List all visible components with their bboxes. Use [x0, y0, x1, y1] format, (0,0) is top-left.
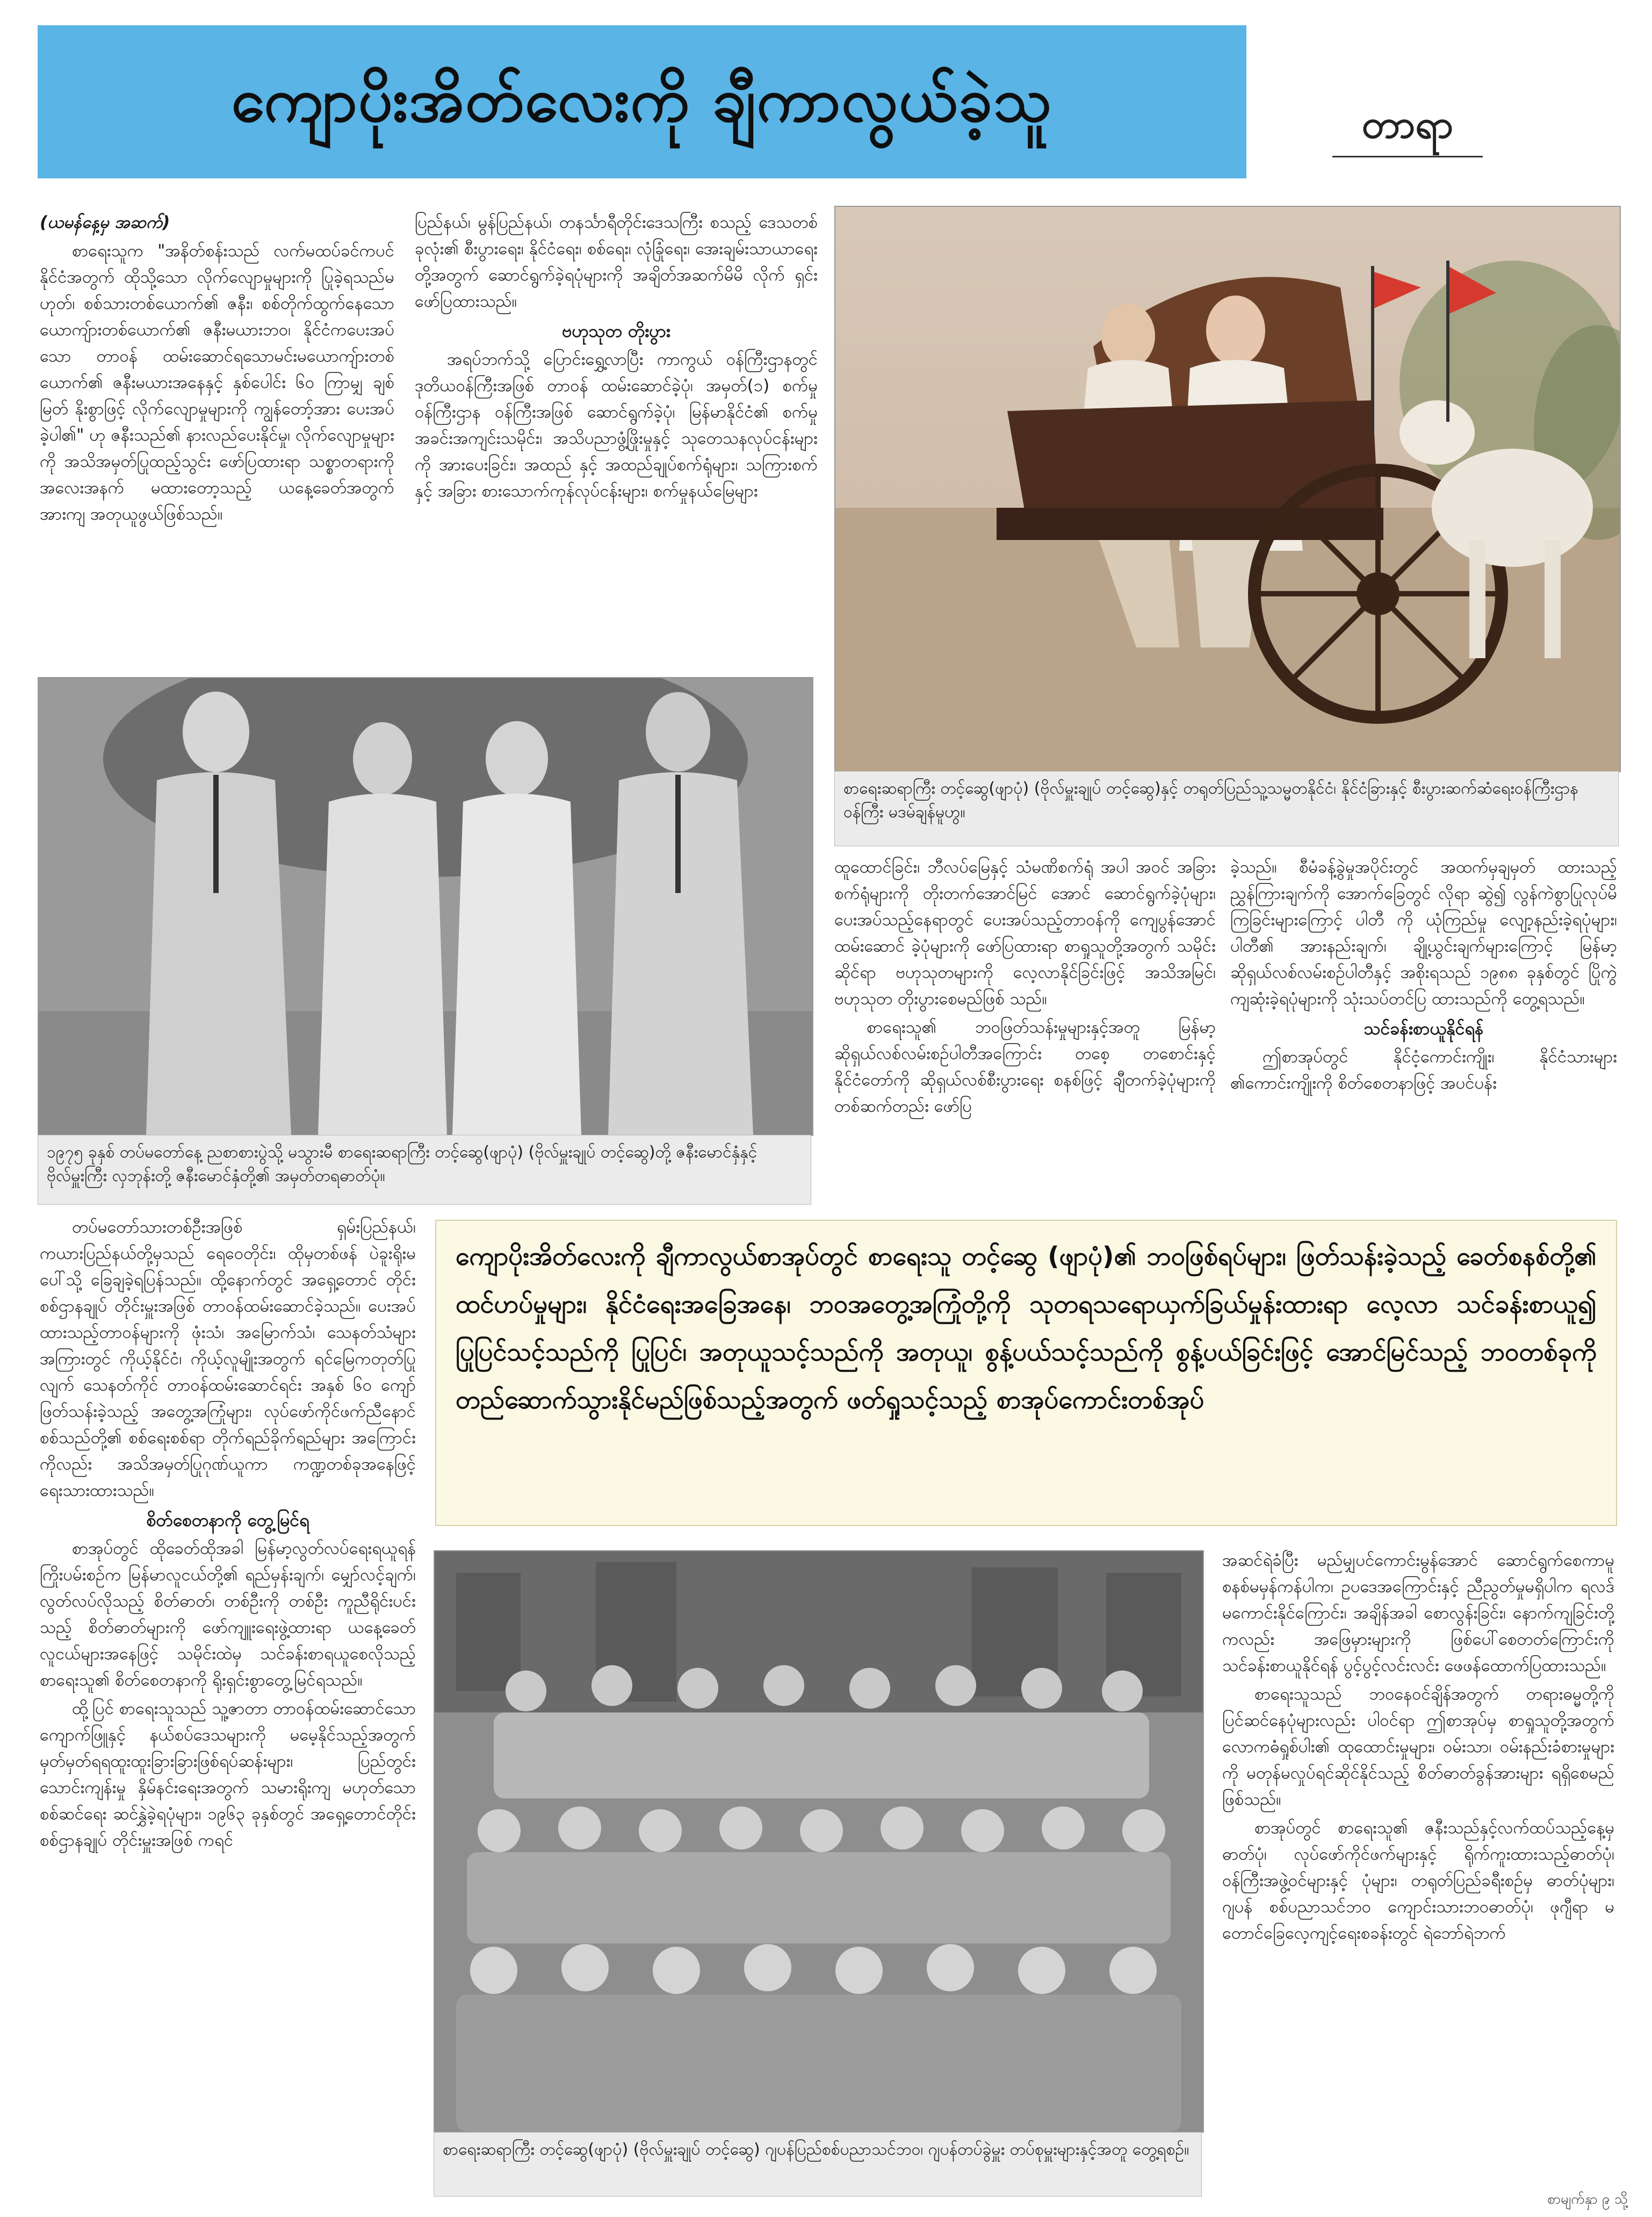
continuation-note: စာမျက်နှာ ၉ သို့ [1547, 2191, 1628, 2207]
paragraph: စာရေးသူက "အနိတ်စန်းသည် လက်မထပ်ခင်ကပင် နိုင်ငံအတွက် ထိုသို့သော လိုက်လျောမှုများကို ပြုခဲ့ရသည်မဟုတ်၊ စစ်သားတစ်ယောက်၏ ဇနီး၊ စစ်တိုက်ထွက်နေသော ယောကျ်ားတစ်ယောက်၏ ဇနီးမယားဘဝ၊ နိုင်ငံကပေးအပ်သော တာဝန် ထမ်းဆောင်ရသောမင်းမယောကျ်ားတစ်ယောက်၏ ဇနီးမယားအနေနှင့် နှစ်ပေါင်း ၆၀ ကြာမျှ ချစ်မြတ် နိုးစွာဖြင့် လိုက်လျောမှုများကို ကျွန်တော့်အား ပေးအပ်ခဲ့ပါ၏" ဟု ဇနီးသည်၏ နားလည်ပေးနိုင်မှု၊ လိုက်လျောမှုများကို အသိအမှတ်ပြုထည့်သွင်း ဖော်ပြထားရာ သစ္စာတရားကို အလေးအနက် မထားတော့သည့် ယနေ့ခေတ်အတွက် အားကျ အတုယူဖွယ်ဖြစ်သည်။ [40, 241, 394, 524]
paragraph: အဆင်ရဲခံပြီး မည်မျှပင်ကောင်းမွန်အောင် ဆောင်ရွက်စေကာမူ စနစ်မမှန်ကန်ပါက၊ ဥပဒေအကြောင်းနှင့် ညီညွတ်မှုမရှိပါက ရလဒ်မကောင်းနိုင်ကြောင်း၊ အချိန်အခါ စောလွန်းခြင်း၊ နောက်ကျခြင်းတို့ကလည်း အဖြေမှားများကို ဖြစ်ပေါ်စေတတ်ကြောင်းကို သင်ခန်းစာယူနိုင်ရန် ပွင့်ပွင့်လင်းလင်း ဖေဖန်ထောက်ပြထားသည်။ [1222, 1551, 1614, 1675]
column-6 [1222, 1547, 1614, 2182]
photo-bullock-cart [834, 206, 1621, 772]
four-persons-image [39, 678, 812, 1135]
paragraph: ဤစာအုပ်တွင် နိုင်ငံ့ကောင်းကျိုး၊ နိုင်ငံသားများ ၏ကောင်းကျိုးကို စိတ်စေတနာဖြင့် အပင်ပန်း [1230, 1047, 1617, 1093]
bullock-cart-image [835, 207, 1620, 771]
photo-four-persons [38, 677, 813, 1136]
column-2 [415, 210, 818, 661]
author-name: တာရာ [1361, 102, 1454, 147]
paragraph: အရပ်ဘက်သို့ ပြောင်းရွှေ့လာပြီး ကာကွယ် ဝန်ကြီးဌာနတွင် ဒုတိယဝန်ကြီးအဖြစ် တာဝန် ထမ်းဆောင်ခဲ့ပုံ၊ အမှတ်(၁) စက်မှုဝန်ကြီးဌာန ဝန်ကြီးအဖြစ် ဆောင်ရွက်ခဲ့ပုံ၊ မြန်မာနိုင်ငံ၏ စက်မှု အခင်းအကျင်းသမိုင်း၊ အသိပညာဖွံ့ဖြိုးမှုနှင့် သုတေသနလုပ်ငန်းများကို အားပေးခြင်း၊ အထည် နှင့် အထည်ချုပ်စက်ရုံများ၊ သကြားစက်နှင့် အခြား စားသောက်ကုန်လုပ်ငန်းများ၊ စက်မှုနယ်မြေများ [415, 350, 818, 501]
paragraph: စာရေးသူ၏ ဘဝဖြတ်သန်းမှုများနှင့်အတူ မြန်မာ့ဆိုရှယ်လစ်လမ်းစဉ်ပါတီအကြောင်း တစေ့ တစောင်းနှင့် နိုင်ငံတော်ကို ဆိုရှယ်လစ်စီးပွားရေး စနစ်ဖြင့် ချီတက်ခဲ့ပုံများကို တစ်ဆက်တည်း ဖော်ပြ [834, 1018, 1216, 1116]
photo-caption-group: စာရေးဆရာကြီး တင့်ဆွေ(ဖျာပုံ) (ဗိုလ်မှူးချုပ် တင့်ဆွေ) ဂျပန်ပြည်စစ်ပညာသင်ဘဝ၊ ဂျပန်တပ်ခွဲမှူး တပ်စုမှူးများနှင့်အတူ တွေ့ရစဉ်။ [434, 2132, 1202, 2197]
column-5 [40, 1214, 416, 2198]
subheading: ဗဟုသုတ တိုးပွား [562, 321, 670, 341]
subheading: စိတ်စေတနာကို တွေ့မြင်ရ [146, 1510, 309, 1530]
paragraph: ခဲ့သည်။ စီမံခန့်ခွဲမှုအပိုင်းတွင် အထက်မှချမှတ် ထားသည့် ညွှန်ကြားချက်ကို အောက်ခြေတွင် လိုရာ ဆွဲ၍ လွန်ကဲစွာပြုလုပ်မိကြခြင်းများကြောင့် ပါတီ ကို ယုံကြည်မှု လျော့နည်းခဲ့ရပုံများ၊ ပါတီ၏ အားနည်းချက်၊ ချို့ယွင်းချက်များကြောင့် မြန်မာ့ ဆိုရှယ်လစ်လမ်းစဉ်ပါတီနှင့် အစိုးရသည် ၁၉၈၈ ခုနှစ်တွင် ပြိုကွဲကျဆုံးခဲ့ရပုံများကို သုံးသပ်တင်ပြ ထားသည်ကို တွေ့ရသည်။ [1230, 858, 1617, 1009]
paragraph: ပြည်နယ်၊ မွန်ပြည်နယ်၊ တနင်္သာရီတိုင်းဒေသကြီး စသည့် ဒေသတစ်ခုလုံး၏ စီးပွားရေး၊ နိုင်ငံရေး၊ စစ်ရေး၊ လုံခြုံရေး၊ အေးချမ်းသာယာရေးတို့အတွက် ဆောင်ရွက်ခဲ့ရပုံများကို အချိတ်အဆက်မိမိ လိုက် ရှင်း ဖော်ပြထားသည်။ [415, 213, 818, 311]
column-1 [40, 210, 394, 661]
pull-quote [435, 1220, 1617, 1526]
pull-quote-text: ကျောပိုးအိတ်လေးကို ချီကာလွယ်စာအုပ်တွင် စာရေးသူ တင့်ဆွေ (ဖျာပုံ)၏ ဘဝဖြစ်ရပ်များ၊ ဖြတ်သန်းခဲ့သည့် ခေတ်စနစ်တို့၏ ထင်ဟပ်မှုများ၊ နိုင်ငံရေးအခြေအနေ၊ ဘဝအတွေ့အကြုံတို့ကို သုတရသရောယှက်ခြယ်မှုန်းထားရာ လေ့လာ သင်ခန်းစာယူ၍ ပြုပြင်သင့်သည်ကို ပြုပြင်၊ အတုယူသင့်သည်ကို အတုယူ၊ စွန့်ပယ်သင့်သည်ကို စွန့်ပယ်ခြင်းဖြင့် အောင်မြင်သည့် ဘဝတစ်ခုကို တည်ဆောက်သွားနိုင်မည်ဖြစ်သည့်အတွက် ဖတ်ရှုသင့်သည့် စာအုပ်ကောင်းတစ်အုပ် [456, 1242, 1597, 1415]
paragraph: ထူထောင်ခြင်း၊ ဘီလပ်မြေနှင့် သံမဏိစက်ရုံ အပါ အဝင် အခြားစက်ရုံများကို တိုးတက်အောင်မြင် အောင် ဆောင်ရွက်ခဲ့ပုံများ၊ ပေးအပ်သည့်နေရာတွင် ပေးအပ်သည့်တာဝန်ကို ကျေပွန်အောင်ထမ်းဆောင် ခဲ့ပုံများကို ဖော်ပြထားရာ စာရှုသူတို့အတွက် သမိုင်း ဆိုင်ရာ ဗဟုသုတများကို လေ့လာနိုင်ခြင်းဖြင့် အသိအမြင်၊ ဗဟုသုတ တိုးပွားစေမည်ဖြစ် သည်။ [834, 858, 1216, 1009]
paragraph: တပ်မတော်သားတစ်ဦးအဖြစ် ရှမ်းပြည်နယ်၊ ကယားပြည်နယ်တို့မှသည် ရေဝေတိုင်း၊ ထိုမှတစ်ဖန် ပဲခူးရိုးမပေါ်သို့ ခြေချခဲ့ရပြန်သည်။ ထို့နောက်တွင် အရှေ့တောင် တိုင်းစစ်ဌာနချုပ် တိုင်းမှူးအဖြစ် တာဝန်ထမ်းဆောင်ခဲ့သည်။ ပေးအပ်ထားသည့်တာဝန်များကို ဖုံးသံ၊ အမြောက်သံ၊ သေနတ်သံများအကြားတွင် ကိုယ့်နိုင်ငံ၊ ကိုယ့်လူမျိုးအတွက် ရင်မြေကတုတ်ပြုလျက် သေနတ်ကိုင် တာဝန်ထမ်းဆောင်ရင်း အနှစ် ၆၀ ကျော် ဖြတ်သန်းခဲ့သည့် အတွေ့အကြုံများ၊ လုပ်ဖော်ကိုင်ဖက်ညီနောင် စစ်သည်တို့၏ စစ်ရေးစစ်ရာ တိုက်ရည်ခိုက်ရည်များ အကြောင်းကိုလည်း အသိအမှတ်ပြုဂုဏ်ယူကာ ကဏ္ဍတစ်ခုအနေဖြင့် ရေးသားထားသည်။ [40, 1218, 416, 1500]
paragraph: စာအုပ်တွင် စာရေးသူ၏ ဇနီးသည်နှင့်လက်ထပ်သည့်နေ့မှ ဓာတ်ပုံ၊ လုပ်ဖော်ကိုင်ဖက်များနှင့် ရိုက်ကူးထားသည့်ဓာတ်ပုံ၊ ဝန်ကြီးအဖွဲ့ဝင်များနှင့် ပုံများ၊ တရုတ်ပြည်ခရီးစဉ်မှ ဓာတ်ပုံများ၊ ဂျပန် စစ်ပညာသင်ဘဝ ကျောင်းသားဘဝဓာတ်ပုံ၊ ဖုဂျီရာ မတောင်ခြေလေ့ကျင့်ရေးစခန်းတွင် ရဲဘော်ရဲဘက် [1222, 1818, 1614, 1943]
paragraph: စာရေးသူသည် ဘဝနေဝင်ချိန်အတွက် တရားဓမ္မတို့ကို ပြင်ဆင်နေပုံများလည်း ပါဝင်ရာ ဤစာအုပ်မှ စာရှုသူတို့အတွက် လောကဓံရှုစ်ပါး၏ ထုထောင်းမှုများ၊ ဝမ်းသာ၊ ဝမ်းနည်းခံစားမှုများကို မတုန်မလှုပ်ရင်ဆိုင်နိုင်သည့် စိတ်ဓာတ်ခွန်အားများ ရရှိစေမည်ဖြစ်သည်။ [1222, 1685, 1614, 1809]
column-4 [1230, 854, 1617, 1230]
paragraph: စာအုပ်တွင် ထိုခေတ်ထိုအခါ မြန်မာ့လွတ်လပ်ရေးရယူရန် ကြိုးပမ်းစဉ်က မြန်မာလူငယ်တို့၏ ရည်မှန်းချက်၊ မျှော်လင့်ချက်၊ လွတ်လပ်လိုသည့် စိတ်ဓာတ်၊ တစ်ဦးကို တစ်ဦး ကူညီရိုင်းပင်းသည့် စိတ်ဓာတ်များကို ဖော်ကျူးရေးဖွဲ့ထားရာ ယနေ့ခေတ်လူငယ်များအနေဖြင့် သမိုင်းထဲမှ သင်ခန်းစာရယူစေလိုသည့် စာရေးသူ၏ စိတ်စေတနာကို ရိုးရှင်းစွာတွေ့မြင်ရသည်။ [40, 1539, 416, 1690]
paragraph: ထို့ပြင် စာရေးသူသည် သူ့ဇာတာ တာဝန်ထမ်းဆောင်သော ကျောက်ဖြူနှင့် နယ်စပ်ဒေသများကို မမေ့နိုင်သည့်အတွက် မှတ်မှတ်ရရထူးထူးခြားခြားဖြစ်ရပ်ဆန်းများ၊ ပြည်တွင်းသောင်းကျန်းမှု နှိမ်နင်းရေးအတွက် သမားရိုးကျ မဟုတ်သော စစ်ဆင်ရေး ဆင်နွှဲခဲ့ရပုံများ၊ ၁၉၆၃ ခုနှစ်တွင် အရှေ့တောင်တိုင်းစစ်ဌာနချုပ် တိုင်းမှူးအဖြစ် ကရင် [40, 1699, 416, 1850]
group-photo-image [435, 1551, 1203, 2132]
column-3 [834, 854, 1216, 1230]
byline: (ယမန်နေ့မှ အဆက်) [40, 213, 170, 232]
page-title: ကျောပိုးအိတ်လေးကို ချီကာလွယ်ခဲ့သူ [231, 66, 1053, 135]
photo-caption-cart: စာရေးဆရာကြီး တင့်ဆွေ(ဖျာပုံ) (ဗိုလ်မှူးချုပ် တင့်ဆွေ)နှင့် တရုတ်ပြည်သူ့သမ္မတနိုင်ငံ၊ နိုင်ငံခြားနှင့် စီးပွားဆက်ဆံရေးဝန်ကြီးဌာန ဝန်ကြီး မဒမ်ချန်မူဟွ။ [834, 771, 1619, 846]
subheading: သင်ခန်းစာယူနိုင်ရန် [1364, 1018, 1484, 1039]
title-banner [38, 25, 1246, 178]
photo-caption-four: ၁၉၇၅ ခုနှစ် တပ်မတော်နေ့ ညစာစားပွဲသို့ မသွားမီ စာရေးဆရာကြီး တင့်ဆွေ(ဖျာပုံ) (ဗိုလ်မှူးချုပ် တင့်ဆွေ)တို့ ဇနီးမောင်နှံနှင့် ဗိုလ်မှူးကြီး လှဘုန်းတို့ ဇနီးမောင်နှံတို့၏ အမှတ်တရဓာတ်ပုံ။ [38, 1135, 811, 1205]
photo-group [434, 1550, 1204, 2133]
author-rule [1332, 156, 1483, 157]
